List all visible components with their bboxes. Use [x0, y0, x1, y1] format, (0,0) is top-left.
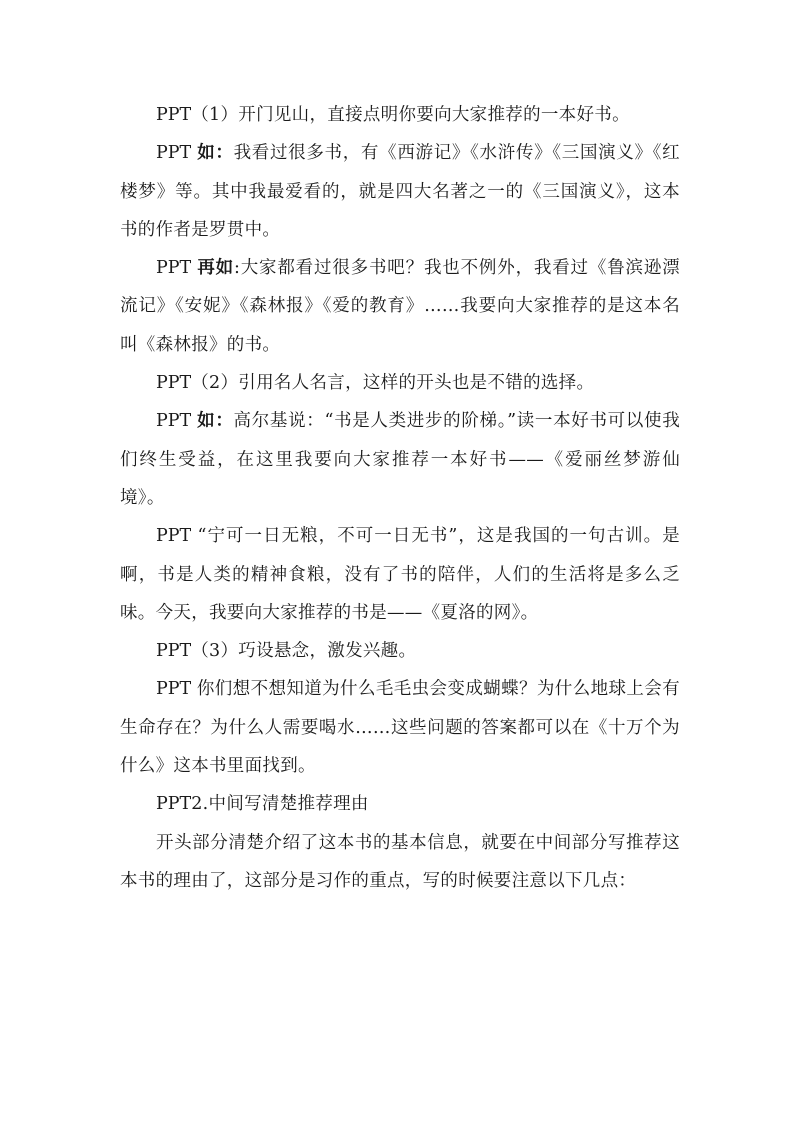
ppt-marker: PPT — [156, 679, 197, 700]
paragraph-text: （1）开门见山，直接点明你要向大家推荐的一本好书。 — [191, 105, 630, 125]
bold-label: 如： — [197, 143, 234, 164]
ppt-marker: PPT — [156, 641, 192, 662]
bold-label: 再如 — [197, 258, 234, 279]
paragraph-text: （2）引用名人名言，这样的开头也是不错的选择。 — [191, 373, 595, 394]
paragraph — [120, 632, 680, 670]
paragraph-text: （3）巧设悬念，激发兴趣。 — [191, 641, 417, 662]
ppt-marker: PPT — [156, 373, 192, 394]
paragraph — [120, 96, 680, 134]
ppt-marker: PPT — [156, 143, 198, 164]
paragraph — [120, 364, 680, 402]
ppt-marker: PPT — [156, 794, 192, 815]
paragraph-text: :大家都看过很多书吧？我也不例外，我看过《鲁滨逊漂流记》《安妮》《森林报》《爱的教育》……我要向大家推荐的是这本名叫《森林报》的书。 — [120, 258, 680, 355]
section-heading — [120, 785, 680, 823]
paragraph — [120, 402, 680, 517]
paragraph — [120, 249, 680, 364]
paragraph-text: 高尔基说：“书是人类进步的阶梯。”读一本好书可以使我们终生受益，在这里我要向大家推荐一本好书——《爱丽丝梦游仙境》。 — [120, 411, 680, 508]
paragraph — [120, 824, 680, 901]
document-body — [120, 96, 680, 900]
ppt-marker: PPT — [156, 411, 198, 432]
paragraph-text: 我看过很多书，有《西游记》《水浒传》《三国演义》《红楼梦》等。其中我最爱看的，就是四大名著之一的《三国演义》，这本书的作者是罗贯中。 — [120, 143, 680, 240]
paragraph — [120, 517, 680, 632]
paragraph-text: 开头部分清楚介绍了这本书的基本信息，就要在中间部分写推荐这本书的理由了，这部分是习作的重点，写的时候要注意以下几点： — [120, 832, 680, 891]
paragraph — [120, 670, 680, 785]
paragraph — [120, 134, 680, 249]
ppt-marker: PPT — [156, 105, 192, 125]
paragraph-text: 2.中间写清楚推荐理由 — [191, 794, 369, 815]
bold-label: 如： — [197, 411, 234, 432]
paragraph-text: “宁可一日无粮，不可一日无书”，这是我国的一句古训。是啊，书是人类的精神食粮，没有了书的陪伴，人们的生活将是多么乏味。今天，我要向大家推荐的书是——《夏洛的网》。 — [120, 526, 680, 623]
ppt-marker: PPT — [156, 526, 198, 547]
ppt-marker: PPT — [156, 258, 198, 279]
paragraph-text: 你们想不想知道为什么毛毛虫会变成蝴蝶？为什么地球上会有生命存在？为什么人需要喝水……这些问题的答案都可以在《十万个为什么》这本书里面找到。 — [120, 679, 680, 777]
